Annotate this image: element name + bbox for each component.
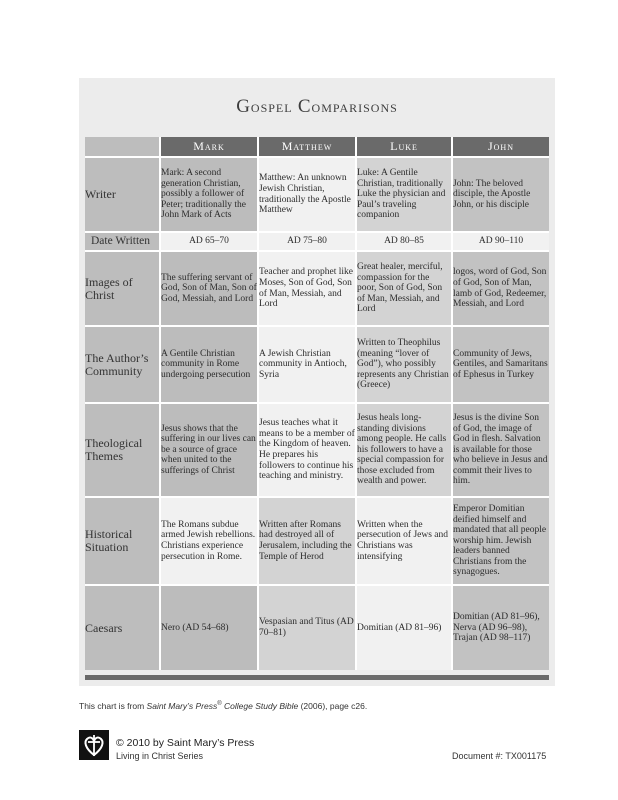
header-row (85, 137, 549, 156)
row-label: The Author’s Community (85, 327, 159, 402)
table-cell: Teacher and prophet like Moses, Son of God, Son of Man, Messiah, and Lord (259, 252, 355, 325)
table-cell: Domitian (AD 81–96), Nerva (AD 96–98), Trajan (AD 98–117) (453, 586, 549, 670)
source-citation (79, 701, 367, 711)
source-text: (2006), page c26. (298, 701, 368, 711)
table-cell: The Romans subdue armed Jewish rebellions. Christians experience persecution in Rome. (161, 498, 257, 584)
row-label: Writer (85, 158, 159, 231)
table-row-theological-themes (85, 404, 549, 496)
table-cell: The suffering servant of God, Son of Man, Son of God, Messiah, and Lord (161, 252, 257, 325)
document-number: Document #: TX001175 (452, 751, 547, 761)
source-text: This chart is from (79, 701, 147, 711)
table-cell: Jesus teaches what it means to be a member of the Kingdom of heaven. He prepares his followers to continue his teaching and ministry. (259, 404, 355, 496)
table-cell: Community of Jews, Gentiles, and Samaritans of Ephesus in Turkey (453, 327, 549, 402)
column-header-luke: Luke (357, 137, 451, 156)
table-cell: Great healer, merciful, compassion for the poor, Son of God, Son of Man, Messiah, and Lord (357, 252, 451, 325)
table-cell: Nero (AD 54–68) (161, 586, 257, 670)
header-blank-cell (85, 137, 159, 156)
table-cell: Matthew: An unknown Jewish Christian, traditionally the Apostle Matthew (259, 158, 355, 231)
title-part: G (236, 96, 251, 117)
table-bottom-bar (85, 675, 549, 680)
table-cell: A Jewish Christian community in Antioch, Syria (259, 327, 355, 402)
table-row-caesars (85, 586, 549, 670)
table-cell: logos, word of God, Son of God, Son of Man, lamb of God, Redeemer, Messiah, and Lord (453, 252, 549, 325)
table-cell: Written when the persecution of Jews and Christians was intensifying (357, 498, 451, 584)
title-part: omparisons (311, 97, 398, 116)
row-label: Theological Themes (85, 404, 159, 496)
table-cell: Mark: A second generation Christian, possibly a follower of Peter; traditionally the John Mark of Acts (161, 158, 257, 231)
table-cell: Jesus is the divine Son of God, the image of God in flesh. Salvation is available for those who believe in Jesus and commit their lives to him. (453, 404, 549, 496)
gospel-comparison-table (85, 137, 549, 670)
table-cell: AD 90–110 (453, 233, 549, 250)
column-header-matthew: Matthew (259, 137, 355, 156)
table-cell: Vespasian and Titus (AD 70–81) (259, 586, 355, 670)
table-cell: Jesus heals long-standing divisions among people. He calls his followers to have a special compassion for those excluded from wealth and power. (357, 404, 451, 496)
title-part: ospel (250, 97, 298, 116)
table-row-writer (85, 158, 549, 231)
source-title: College Study Bible (221, 701, 299, 711)
column-header-john: John (453, 137, 549, 156)
registered-mark: ® (217, 701, 222, 708)
table-cell: AD 80–85 (357, 233, 451, 250)
heart-cross-icon (79, 730, 109, 760)
table-cell: Written to Theophilus (meaning “lover of God”), who possibly represents any Christian (Greece) (357, 327, 451, 402)
title-part: C (297, 96, 312, 117)
table-cell: Written after Romans had destroyed all of Jerusalem, including the Temple of Herod (259, 498, 355, 584)
table-row-historical-situation (85, 498, 549, 584)
table-cell: Emperor Domitian deified himself and mandated that all people worship him. Jewish leaders banned Christians from the synagogues. (453, 498, 549, 584)
table-row-authors-community (85, 327, 549, 402)
series-name: Living in Christ Series (116, 751, 204, 761)
table-cell: Domitian (AD 81–96) (357, 586, 451, 670)
comparison-chart-panel (79, 78, 555, 686)
table-row-date-written (85, 233, 549, 250)
table-cell: A Gentile Christian community in Rome undergoing persecution (161, 327, 257, 402)
column-header-mark: Mark (161, 137, 257, 156)
table-cell: John: The beloved disciple, the Apostle John, or his disciple (453, 158, 549, 231)
chart-title (79, 96, 555, 118)
row-label: Date Written (85, 233, 159, 250)
table-cell: Luke: A Gentile Christian, traditionally Luke the physician and Paul’s traveling companion (357, 158, 451, 231)
row-label: Caesars (85, 586, 159, 670)
table-cell: Jesus shows that the suffering in our lives can be a source of grace when united to the sufferings of Christ (161, 404, 257, 496)
publisher-logo-icon (79, 730, 109, 760)
table-cell: AD 75–80 (259, 233, 355, 250)
source-title: Saint Mary’s Press (146, 701, 218, 711)
table-row-images-of-christ (85, 252, 549, 325)
copyright-notice: © 2010 by Saint Mary’s Press (116, 737, 255, 749)
table-cell: AD 65–70 (161, 233, 257, 250)
row-label: Images of Christ (85, 252, 159, 325)
row-label: Historical Situation (85, 498, 159, 584)
